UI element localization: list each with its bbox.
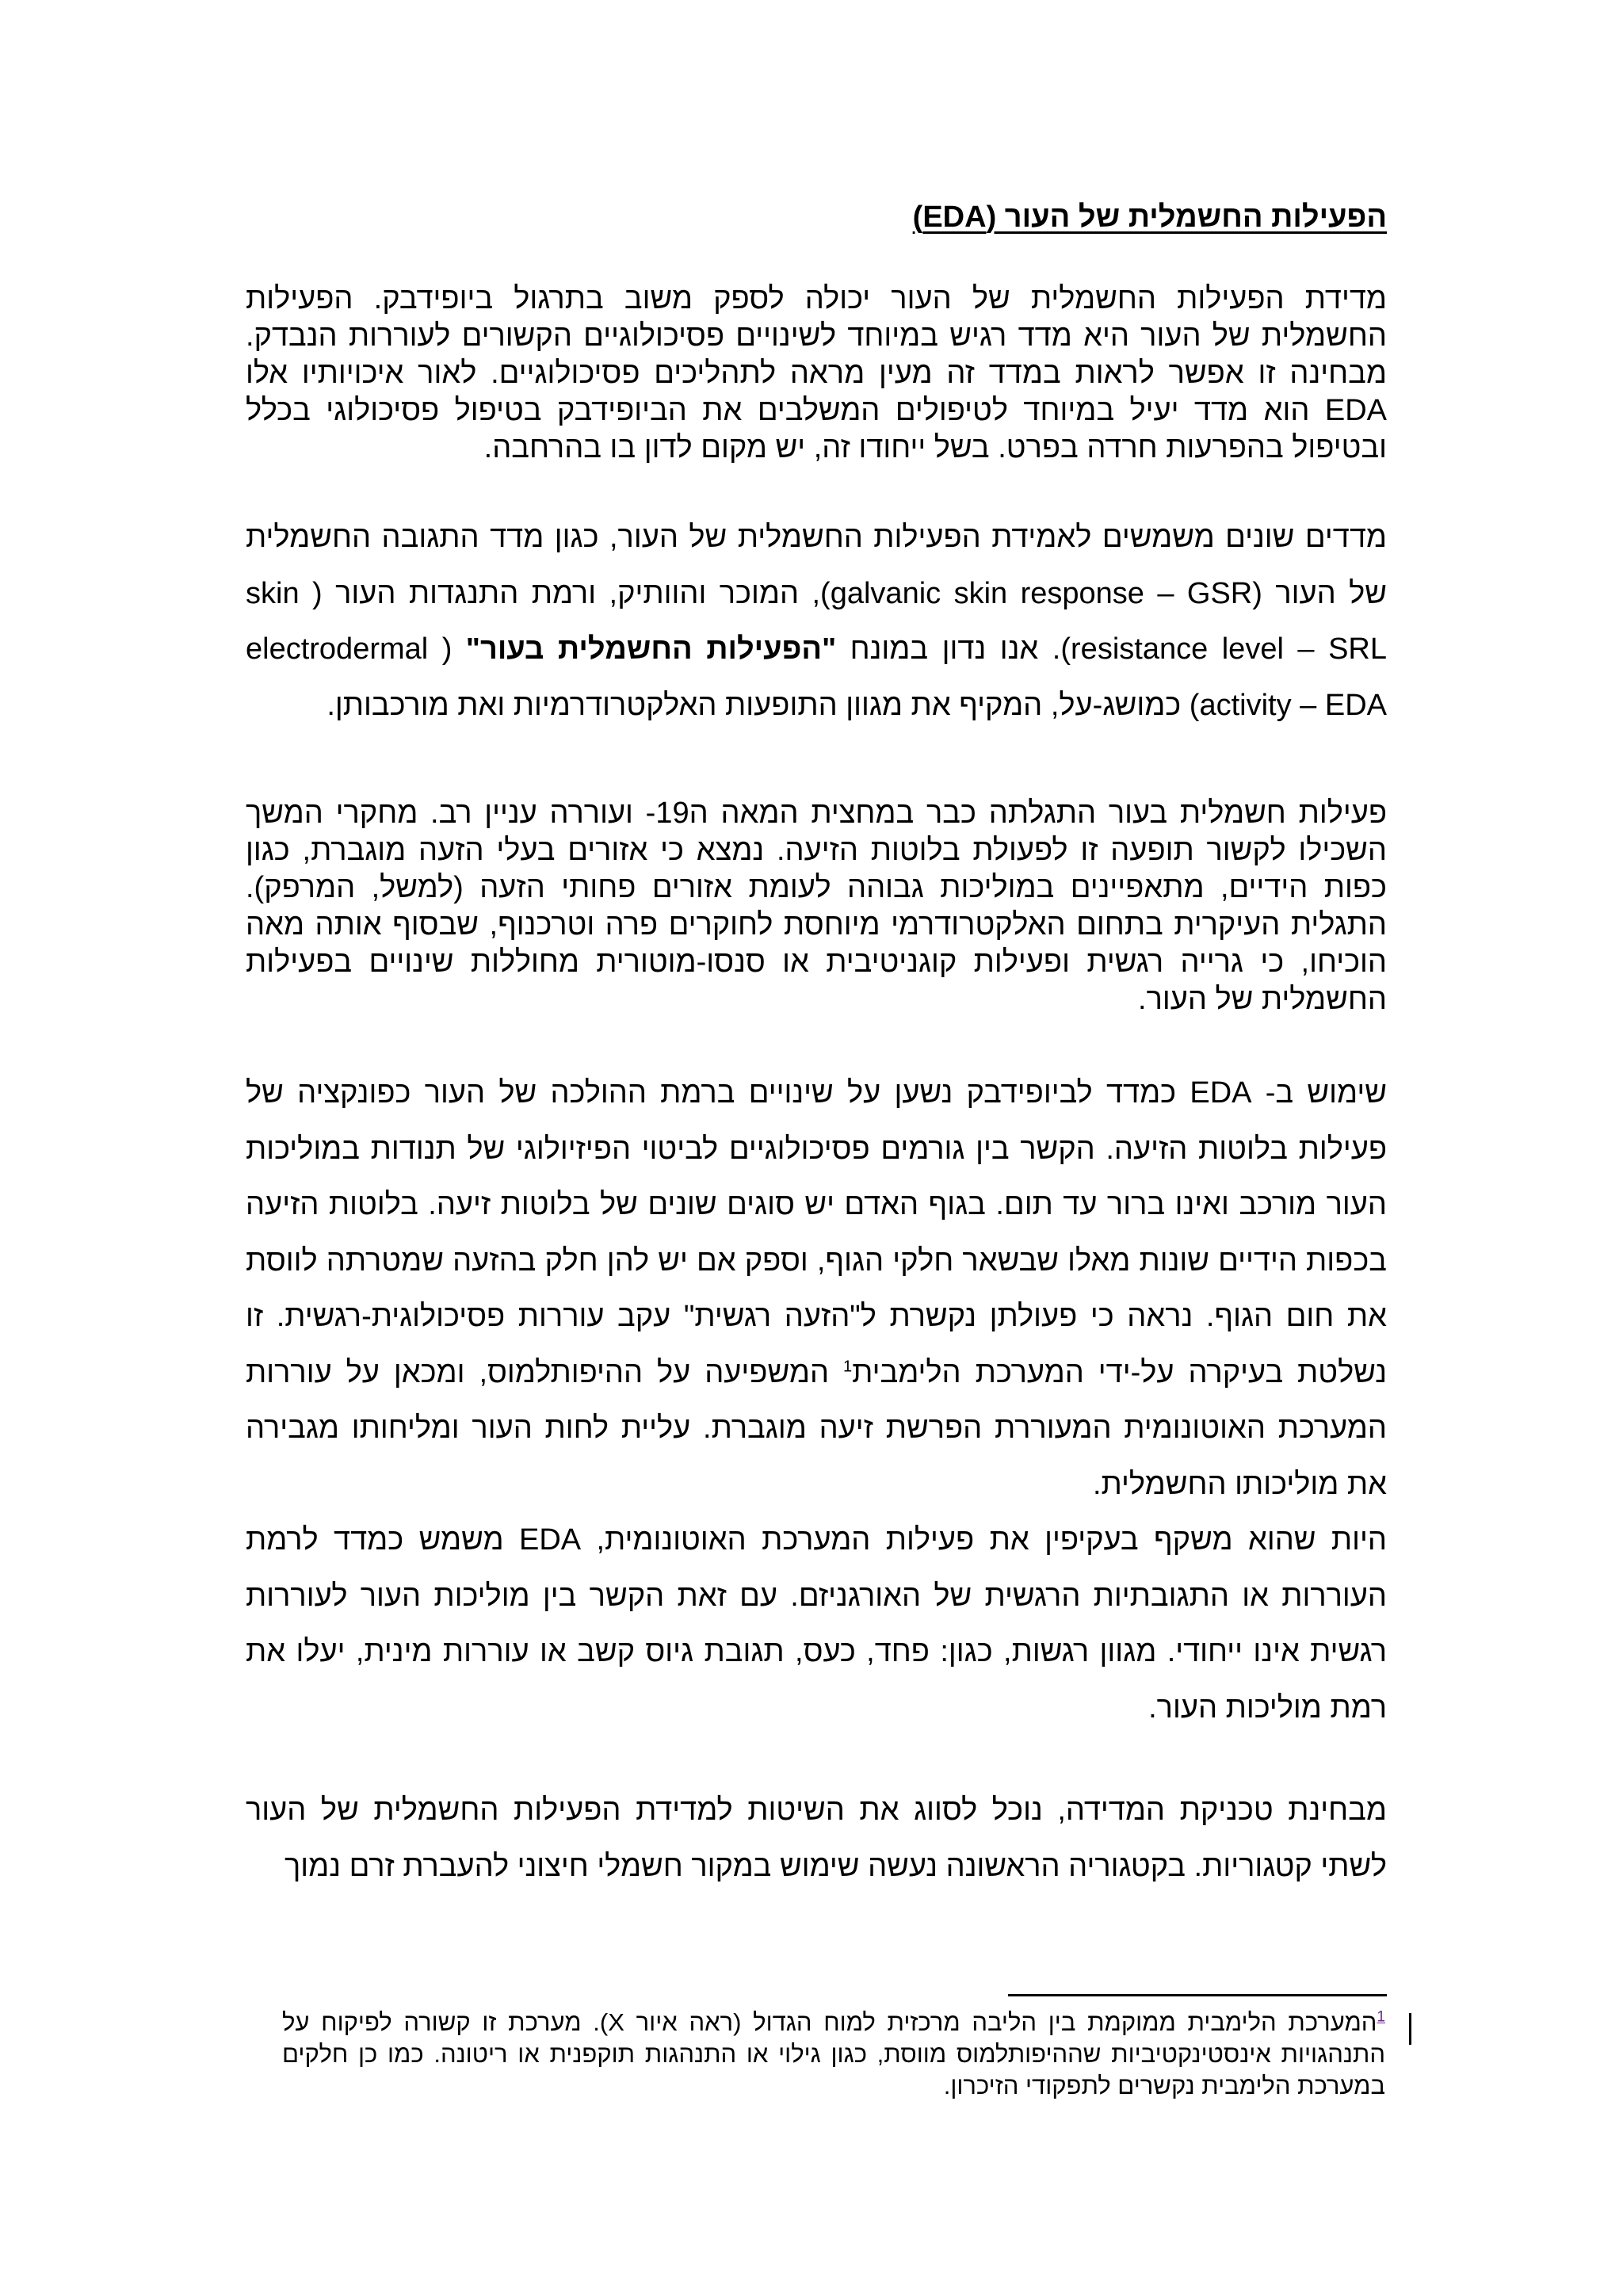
paragraph-eda-usage-text-b: המשפיעה על ההיפותלמוס, ומכאן על עוררות המערכת האוטונומית המעוררת הפרשת זיעה מוגברת. עליית לחות העור ומליחותו מגבירה את מוליכותו החשמלית. [246, 1355, 1387, 1501]
footnote-reference[interactable]: 1 [842, 1357, 853, 1375]
paragraph-arousal: היות שהוא משקף בעקיפין את פעילות המערכת האוטונומית, EDA משמש כמדד לרמת העוררות או התגובתיות הרגשית של האורגניזם. עם זאת הקשר בין מוליכות העור לעוררות רגשית אינו ייחודי. מגוון רגשות, כגון: פחד, כעס, תגובת גיוס קשב או עוררות מינית, יעלו את רמת מוליכות העור. [246, 1523, 1387, 1725]
page-title: הפעילות החשמלית של העור (EDA) [912, 201, 1387, 234]
footnote-text: המערכת הלימבית ממוקמת בין הליבה מרכזית למוח הגדול (ראה איור X). מערכת זו קשורה לפיקוח על התנהגויות אינסטינקטיביות שההיפותלמוס מווסת, כגון גילוי או התנהגות תוקפנית או ריטונה. כמו כן חלקים במערכת הלימבית נקשרים לתפקודי הזיכרון. [282, 2008, 1385, 2099]
paragraph-intro: מדידת הפעילות החשמלית של העור יכולה לספק משוב בתרגול ביופידבק. הפעילות החשמלית של העור היא מדד רגיש במיוחד לשינויים פסיכולוגיים הקשורים לעוררות הנבדק. מבחינה זו אפשר לראות במדד זה מעין מראה לתהליכים פסיכולוגיים. לאור איכויותיו אלו EDA הוא מדד יעיל במיוחד לטיפולים המשלבים את הביופידבק בטיפול פסיכולוגי בכלל ובטיפול בהפרעות חרדה בפרט. בשל ייחודו זה, יש מקום לדון בו בהרחבה. [246, 282, 1387, 464]
footnote [282, 2007, 1385, 2102]
footnote-mark[interactable]: 1 [1377, 2008, 1385, 2026]
footnote-separator [1008, 1994, 1387, 1996]
footnote-change-bar [1409, 2013, 1411, 2045]
paragraph-history: פעילות חשמלית בעור התגלתה כבר במחצית המאה ה19- ועוררה עניין רב. מחקרי המשך השכילו לקשור תופעה זו לפעולת בלוטות הזיעה. נמצא כי אזורים בעלי הזעה מוגברת, כגון כפות הידיים, מתאפיינים במוליכות גבוהה לעומת אזורים פחותי הזעה (למשל, המרפק). התגלית העיקרית בתחום האלקטרודרמי מיוחסת לחוקרים פרה וטרכנוף, שבסוף אותה מאה הוכיחו, כי גרייה רגשית ופעילות קוגניטיבית או סנסו-מוטורית מחוללות שינויים בפעילות החשמלית של העור. [246, 797, 1387, 1016]
paragraph-measurement: מבחינת טכניקת המדידה, נוכל לסווג את השיטות למדידת הפעילות החשמלית של העור לשתי קטגוריות. בקטגוריה הראשונה נעשה שימוש במקור חשמלי חיצוני להעברת זרם נמוך [246, 1794, 1387, 1883]
paragraph-measures-bold-term: "הפעילות החשמלית בעור" [465, 632, 837, 666]
paragraph-eda-usage [246, 1065, 1387, 1512]
paragraph-eda-usage-text-a: שימוש ב- EDA כמדד לביופידבק נשען על שינויים ברמת ההולכה של העור כפונקציה של פעילות בלוטות הזיעה. הקשר בין גורמים פסיכולוגיים לביטוי הפיזיולוגי של תנודות במוליכות העור מורכב ואינו ברור עד תום. בגוף האדם יש סוגים שונים של בלוטות זיעה. בלוטות הזיעה בכפות הידיים שונות מאלו שבשאר חלקי הגוף, וספק אם יש להן חלק בהזעה שמטרתה לווסת את חום הגוף. נראה כי פעולתן נקשרת ל"הזעה רגשית" עקב עוררות פסיכולוגית-רגשית. זו נשלטת בעיקרה על-ידי המערכת הלימבית [246, 1076, 1387, 1389]
document-body [246, 195, 1387, 1894]
paragraph-measures-text-a: מדדים שונים משמשים לאמידת הפעילות החשמלית של העור, כגון מדד התגובה החשמלית של העור (galvanic skin response – GSR), המוכר והוותיק, ורמת התנגדות העור ( skin resistance level – SRL). אנו נדון במונח [246, 521, 1388, 666]
paragraph-measures [246, 510, 1387, 733]
paragraph-measures-text-b: ( electrodermal activity – EDA) כמושג-על, המקיף את מגוון התופעות האלקטרודרמיות ואת מורכבותן. [246, 632, 1387, 722]
